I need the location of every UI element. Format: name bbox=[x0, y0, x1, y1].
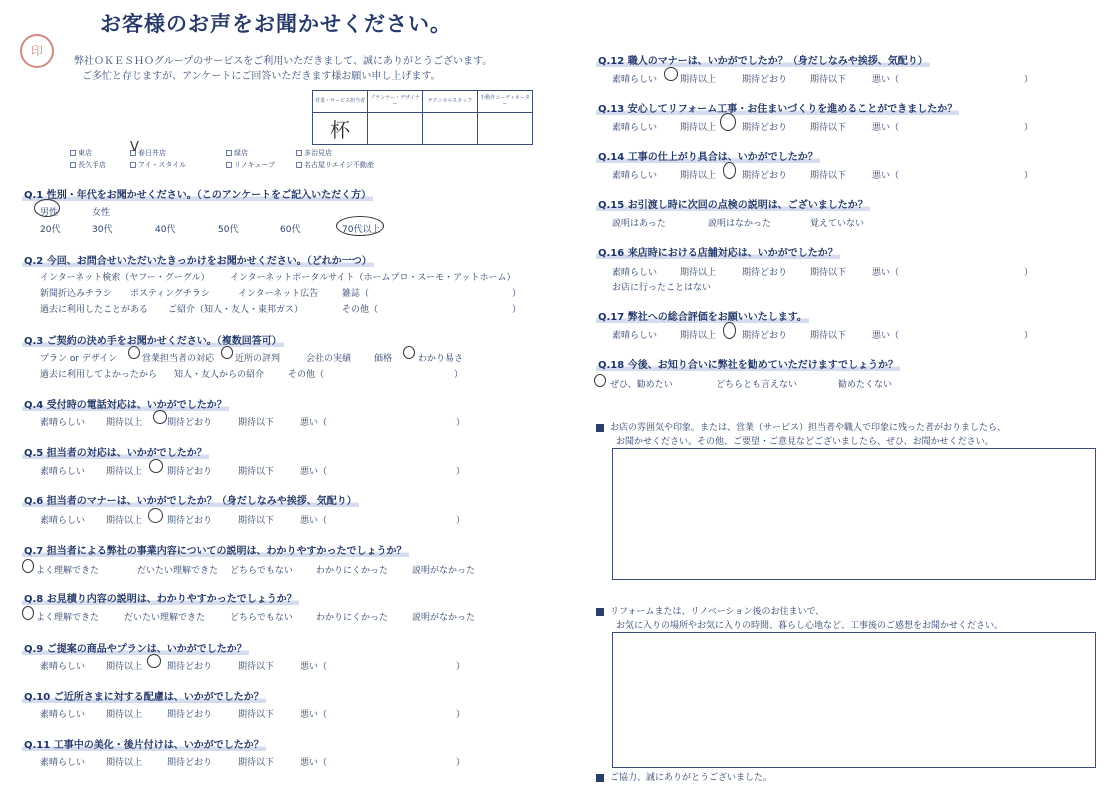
checkbox[interactable] bbox=[70, 150, 76, 156]
q17-label: Q.17 弊社への総合評価をお願いいたします。 bbox=[598, 312, 807, 323]
q3-opt-track-record[interactable]: 会社の実績 bbox=[306, 354, 352, 364]
q18-no[interactable]: 勧めたくない bbox=[838, 380, 893, 390]
q2-opt-magazine[interactable]: 雑誌（ bbox=[342, 289, 370, 299]
comment1-textarea[interactable] bbox=[612, 448, 1096, 580]
q1-gender-male[interactable]: 男性 bbox=[40, 208, 59, 218]
q4-excellent[interactable]: 素晴らしい bbox=[40, 418, 86, 428]
q8-understood-well[interactable]: よく理解できた bbox=[36, 613, 100, 623]
comment1-subheading: お聞かせください。その他、ご要望・ご意見などございましたら、ぜひ、お聞かせください。 bbox=[616, 437, 994, 447]
q16-paren-close: ） bbox=[1024, 268, 1034, 278]
q2-opt-search[interactable]: インターネット検索（ヤフー・グーグル） bbox=[40, 273, 210, 283]
answer-circle bbox=[34, 199, 60, 217]
staff-value-coordinator[interactable] bbox=[478, 113, 533, 145]
q15-not-explained[interactable]: 説明はなかった bbox=[708, 219, 772, 229]
comment2-heading: リフォームまたは、リノベーション後のお住まいで、 bbox=[596, 604, 824, 617]
q13-above[interactable]: 期待以上 bbox=[680, 123, 717, 133]
q16-as-expected[interactable]: 期待どおり bbox=[742, 268, 788, 278]
q15-label: Q.15 お引渡し時に次回の点検の説明は、ございましたか？ bbox=[598, 200, 868, 211]
answer-circle bbox=[720, 113, 736, 131]
q2-paren-close: ） bbox=[512, 289, 522, 299]
answer-circle bbox=[128, 346, 140, 359]
q12-bad[interactable]: 悪い（ bbox=[872, 75, 900, 85]
q7-hard[interactable]: わかりにくかった bbox=[316, 566, 389, 576]
comment2-textarea[interactable] bbox=[612, 632, 1096, 768]
q6-excellent[interactable]: 素晴らしい bbox=[40, 516, 86, 526]
checkbox[interactable] bbox=[296, 150, 302, 156]
q3-opt-sales-staff[interactable]: 営業担当者の対応 bbox=[142, 354, 215, 364]
q11-above[interactable]: 期待以上 bbox=[106, 758, 143, 768]
q18-neutral[interactable]: どちらとも言えない bbox=[716, 380, 798, 390]
q17-as-expected[interactable]: 期待どおり bbox=[742, 331, 788, 341]
q6-paren-close: ） bbox=[456, 516, 466, 526]
q5-below[interactable]: 期待以下 bbox=[238, 467, 275, 477]
answer-circle bbox=[148, 508, 163, 523]
staff-header-coordinator: 手動作コーディネーター bbox=[478, 91, 533, 113]
q10-paren-close: ） bbox=[456, 710, 466, 720]
q1-age-70s-plus[interactable]: 70代以上 bbox=[342, 225, 381, 235]
q15-explained[interactable]: 説明はあった bbox=[612, 219, 666, 229]
staff-header-planner: プランナー・デザイナー bbox=[368, 91, 423, 113]
q10-as-expected[interactable]: 期待どおり bbox=[167, 710, 213, 720]
q12-label: Q.12 職人のマナーは、いかがでしたか？（身だしなみや挨拶、気配り） bbox=[598, 56, 928, 67]
q3-opt-past-good[interactable]: 過去に利用してよかったから bbox=[40, 370, 158, 380]
q5-bad[interactable]: 悪い（ bbox=[300, 467, 328, 477]
q11-excellent[interactable]: 素晴らしい bbox=[40, 758, 86, 768]
store-east[interactable]: 東店 bbox=[70, 148, 92, 158]
q3-opt-clarity[interactable]: わかり易さ bbox=[418, 354, 464, 364]
q10-above[interactable]: 期待以上 bbox=[106, 710, 143, 720]
store-istyle[interactable]: アイ・スタイル bbox=[130, 160, 186, 170]
checkbox[interactable] bbox=[130, 162, 136, 168]
q17-paren-close: ） bbox=[1024, 331, 1034, 341]
q16-bad[interactable]: 悪い（ bbox=[872, 268, 900, 278]
checkbox[interactable] bbox=[226, 162, 232, 168]
q16-below[interactable]: 期待以下 bbox=[810, 268, 847, 278]
q18-definitely[interactable]: ぜひ、勧めたい bbox=[610, 380, 673, 390]
q10-below[interactable]: 期待以下 bbox=[238, 710, 275, 720]
staff-table bbox=[312, 90, 533, 145]
q8-mostly-understood[interactable]: だいたい理解できた bbox=[124, 613, 206, 623]
square-bullet-icon bbox=[596, 608, 604, 616]
q3-label: Q.3 ご契約の決め手をお聞かせください。（複数回答可） bbox=[24, 336, 282, 347]
intro-line-1: 弊社ＯＫＥＳＨＯグループのサービスをご利用いただきまして、誠にありがとうございます。 bbox=[74, 56, 493, 67]
q13-as-expected[interactable]: 期待どおり bbox=[742, 123, 788, 133]
q2-opt-referral[interactable]: ご紹介（知人・友人・東邦ガス） bbox=[168, 305, 304, 315]
q6-as-expected[interactable]: 期待どおり bbox=[167, 516, 213, 526]
company-seal: 印 bbox=[20, 34, 54, 68]
q1-age-20s[interactable]: 20代 bbox=[40, 225, 61, 235]
q12-below[interactable]: 期待以下 bbox=[810, 75, 847, 85]
q12-paren-close: ） bbox=[1024, 75, 1034, 85]
q4-as-expected[interactable]: 期待どおり bbox=[167, 418, 213, 428]
q3-opt-reputation[interactable]: 近所の評判 bbox=[235, 354, 281, 364]
q5-excellent[interactable]: 素晴らしい bbox=[40, 467, 86, 477]
q8-neutral[interactable]: どちらでもない bbox=[230, 613, 293, 623]
square-bullet-icon bbox=[596, 774, 604, 782]
answer-circle bbox=[221, 346, 233, 359]
q8-hard[interactable]: わかりにくかった bbox=[316, 613, 389, 623]
staff-header-technical: テクニカルスタッフ bbox=[423, 91, 478, 113]
q17-above[interactable]: 期待以上 bbox=[680, 331, 717, 341]
q16-above[interactable]: 期待以上 bbox=[680, 268, 717, 278]
q15-dont-remember[interactable]: 覚えていない bbox=[810, 219, 865, 229]
q9-below[interactable]: 期待以下 bbox=[238, 662, 275, 672]
checkbox[interactable] bbox=[226, 150, 232, 156]
q13-label: Q.13 安心してリフォーム工事・お住まいづくりを進めることができましたか？ bbox=[598, 104, 958, 115]
q4-label: Q.4 受付時の電話対応は、いかがでしたか？ bbox=[24, 400, 227, 411]
q3-opt-price[interactable]: 価格 bbox=[374, 354, 393, 364]
q3-opt-other[interactable]: その他（ bbox=[288, 370, 325, 380]
q7-label: Q.7 担当者による弊社の事業内容についての説明は、わかりやすかったでしょうか？ bbox=[24, 546, 407, 557]
q1-age-50s[interactable]: 50代 bbox=[218, 225, 239, 235]
q13-bad[interactable]: 悪い（ bbox=[872, 123, 900, 133]
q9-above[interactable]: 期待以上 bbox=[106, 662, 143, 672]
q9-as-expected[interactable]: 期待どおり bbox=[167, 662, 213, 672]
q3-opt-friend[interactable]: 知人・友人からの紹介 bbox=[174, 370, 265, 380]
q4-paren-close: ） bbox=[456, 418, 466, 428]
q17-bad[interactable]: 悪い（ bbox=[872, 331, 900, 341]
q9-excellent[interactable]: 素晴らしい bbox=[40, 662, 86, 672]
q14-bad[interactable]: 悪い（ bbox=[872, 171, 900, 181]
q5-as-expected[interactable]: 期待どおり bbox=[167, 467, 213, 477]
q8-no-explanation[interactable]: 説明がなかった bbox=[412, 613, 476, 623]
q9-bad[interactable]: 悪い（ bbox=[300, 662, 328, 672]
answer-circle bbox=[664, 67, 678, 81]
q13-below[interactable]: 期待以下 bbox=[810, 123, 847, 133]
store-nagakute[interactable]: 長久手店 bbox=[70, 160, 106, 170]
q10-label: Q.10 ご近所さまに対する配慮は、いかがでしたか？ bbox=[24, 692, 264, 703]
q2-opt-other[interactable]: その他（ bbox=[342, 305, 379, 315]
q12-excellent[interactable]: 素晴らしい bbox=[612, 75, 658, 85]
checkbox[interactable] bbox=[70, 162, 76, 168]
q6-label: Q.6 担当者のマナーは、いかがでしたか？（身だしなみや挨拶、気配り） bbox=[24, 496, 357, 507]
q11-bad[interactable]: 悪い（ bbox=[300, 758, 328, 768]
q4-above[interactable]: 期待以上 bbox=[106, 418, 143, 428]
q3-opt-plan[interactable]: プラン or デザイン bbox=[40, 354, 118, 364]
q1-age-60s[interactable]: 60代 bbox=[280, 225, 301, 235]
answer-circle bbox=[336, 216, 384, 236]
q13-excellent[interactable]: 素晴らしい bbox=[612, 123, 658, 133]
q2-opt-posting[interactable]: ポスティングチラシ bbox=[130, 289, 210, 299]
q1-age-30s[interactable]: 30代 bbox=[92, 225, 113, 235]
answer-circle bbox=[723, 162, 736, 179]
q16-never-visited[interactable]: お店に行ったことはない bbox=[612, 283, 712, 293]
q16-excellent[interactable]: 素晴らしい bbox=[612, 268, 658, 278]
staff-value-technical[interactable] bbox=[423, 113, 478, 145]
q10-excellent[interactable]: 素晴らしい bbox=[40, 710, 86, 720]
q11-below[interactable]: 期待以下 bbox=[238, 758, 275, 768]
staff-value-planner[interactable] bbox=[368, 113, 423, 145]
q2-label: Q.2 今回、お問合せいただいたきっかけをお聞かせください。（どれか一つ） bbox=[24, 256, 372, 267]
q4-below[interactable]: 期待以下 bbox=[238, 418, 275, 428]
q11-label: Q.11 工事中の美化・後片付けは、いかがでしたか？ bbox=[24, 740, 264, 751]
answer-circle bbox=[403, 346, 415, 359]
store-kasugai[interactable]: 春日井店 bbox=[130, 148, 166, 158]
q14-above[interactable]: 期待以上 bbox=[680, 171, 717, 181]
store-tajimi[interactable]: 多治見店 bbox=[296, 148, 332, 158]
q3-paren-close: ） bbox=[454, 370, 464, 380]
q13-paren-close: ） bbox=[1024, 123, 1034, 133]
q2-opt-past-use[interactable]: 過去に利用したことがある bbox=[40, 305, 149, 315]
intro-line-2: ご多忙と存じますが、アンケートにご回答いただきます様お願い申し上げます。 bbox=[82, 71, 441, 82]
q7-mostly-understood[interactable]: だいたい理解できた bbox=[137, 566, 219, 576]
q7-neutral[interactable]: どちらでもない bbox=[230, 566, 293, 576]
q14-paren-close: ） bbox=[1024, 171, 1034, 181]
q4-bad[interactable]: 悪い（ bbox=[300, 418, 328, 428]
q1-label: Q.1 性別・年代をお聞かせください。（このアンケートをご記入いただく方） bbox=[24, 190, 372, 201]
q5-label: Q.5 担当者の対応は、いかがでしたか？ bbox=[24, 448, 207, 459]
q17-excellent[interactable]: 素晴らしい bbox=[612, 331, 658, 341]
store-midori[interactable]: 緑店 bbox=[226, 148, 248, 158]
staff-header-sales: 営業・サービス担当者 bbox=[313, 91, 368, 113]
q14-excellent[interactable]: 素晴らしい bbox=[612, 171, 658, 181]
staff-value-sales[interactable]: 杯 bbox=[313, 113, 368, 145]
store-renocube[interactable]: リノキューブ bbox=[226, 160, 275, 170]
q5-above[interactable]: 期待以上 bbox=[106, 467, 143, 477]
q2-opt-portal[interactable]: インターネットポータルサイト（ホームプロ・スーモ・アットホーム） bbox=[230, 273, 516, 283]
answer-circle bbox=[153, 410, 167, 424]
q6-below[interactable]: 期待以下 bbox=[238, 516, 275, 526]
answer-circle bbox=[22, 559, 34, 573]
store-realestate[interactable]: 名古屋リエイジ不動産 bbox=[296, 160, 374, 170]
thanks-line: ご協力、誠にありがとうございました。 bbox=[596, 770, 772, 783]
q7-no-explanation[interactable]: 説明がなかった bbox=[412, 566, 476, 576]
answer-circle bbox=[594, 374, 606, 387]
answer-circle bbox=[723, 322, 736, 339]
q2-paren-close: ） bbox=[512, 305, 522, 315]
q9-label: Q.9 ご提案の商品やプランは、いかがでしたか？ bbox=[24, 644, 247, 655]
q12-above[interactable]: 期待以上 bbox=[680, 75, 717, 85]
q6-bad[interactable]: 悪い（ bbox=[300, 516, 328, 526]
q2-opt-newspaper[interactable]: 新聞折込みチラシ bbox=[40, 289, 113, 299]
comment2-subheading: お気に入りの場所やお気に入りの時間、暮らし心地など、工事後のご感想をお聞かせください。 bbox=[616, 621, 1004, 631]
answer-circle bbox=[22, 606, 34, 620]
q14-label: Q.14 工事の仕上がり具合は、いかがでしたか？ bbox=[598, 152, 818, 163]
q11-paren-close: ） bbox=[456, 758, 466, 768]
q12-as-expected[interactable]: 期待どおり bbox=[742, 75, 788, 85]
page-title: お客様のお声をお聞かせください。 bbox=[100, 12, 452, 36]
square-bullet-icon bbox=[596, 424, 604, 432]
comment1-heading: お店の雰囲気や印象。または、営業（サービス）担当者や職人で印象に残った者がおりましたら、 bbox=[596, 420, 1006, 433]
q7-understood-well[interactable]: よく理解できた bbox=[36, 566, 100, 576]
checkbox[interactable] bbox=[296, 162, 302, 168]
q1-gender-female[interactable]: 女性 bbox=[92, 208, 111, 218]
q6-above[interactable]: 期待以上 bbox=[106, 516, 143, 526]
check-mark-icon: V bbox=[130, 140, 139, 155]
answer-circle bbox=[147, 654, 161, 668]
q14-as-expected[interactable]: 期待どおり bbox=[742, 171, 788, 181]
q17-below[interactable]: 期待以下 bbox=[810, 331, 847, 341]
q14-below[interactable]: 期待以下 bbox=[810, 171, 847, 181]
q1-age-40s[interactable]: 40代 bbox=[155, 225, 176, 235]
q8-label: Q.8 お見積り内容の説明は、わかりやすかったでしょうか？ bbox=[24, 594, 297, 605]
q18-label: Q.18 今後、お知り合いに弊社を勧めていただけますでしょうか？ bbox=[598, 360, 898, 371]
q11-as-expected[interactable]: 期待どおり bbox=[167, 758, 213, 768]
q10-bad[interactable]: 悪い（ bbox=[300, 710, 328, 720]
q16-label: Q.16 来店時における店舗対応は、いかがでしたか？ bbox=[598, 248, 838, 259]
q5-paren-close: ） bbox=[456, 467, 466, 477]
q2-opt-internet-ad[interactable]: インターネット広告 bbox=[238, 289, 319, 299]
q9-paren-close: ） bbox=[456, 662, 466, 672]
answer-circle bbox=[149, 459, 163, 473]
